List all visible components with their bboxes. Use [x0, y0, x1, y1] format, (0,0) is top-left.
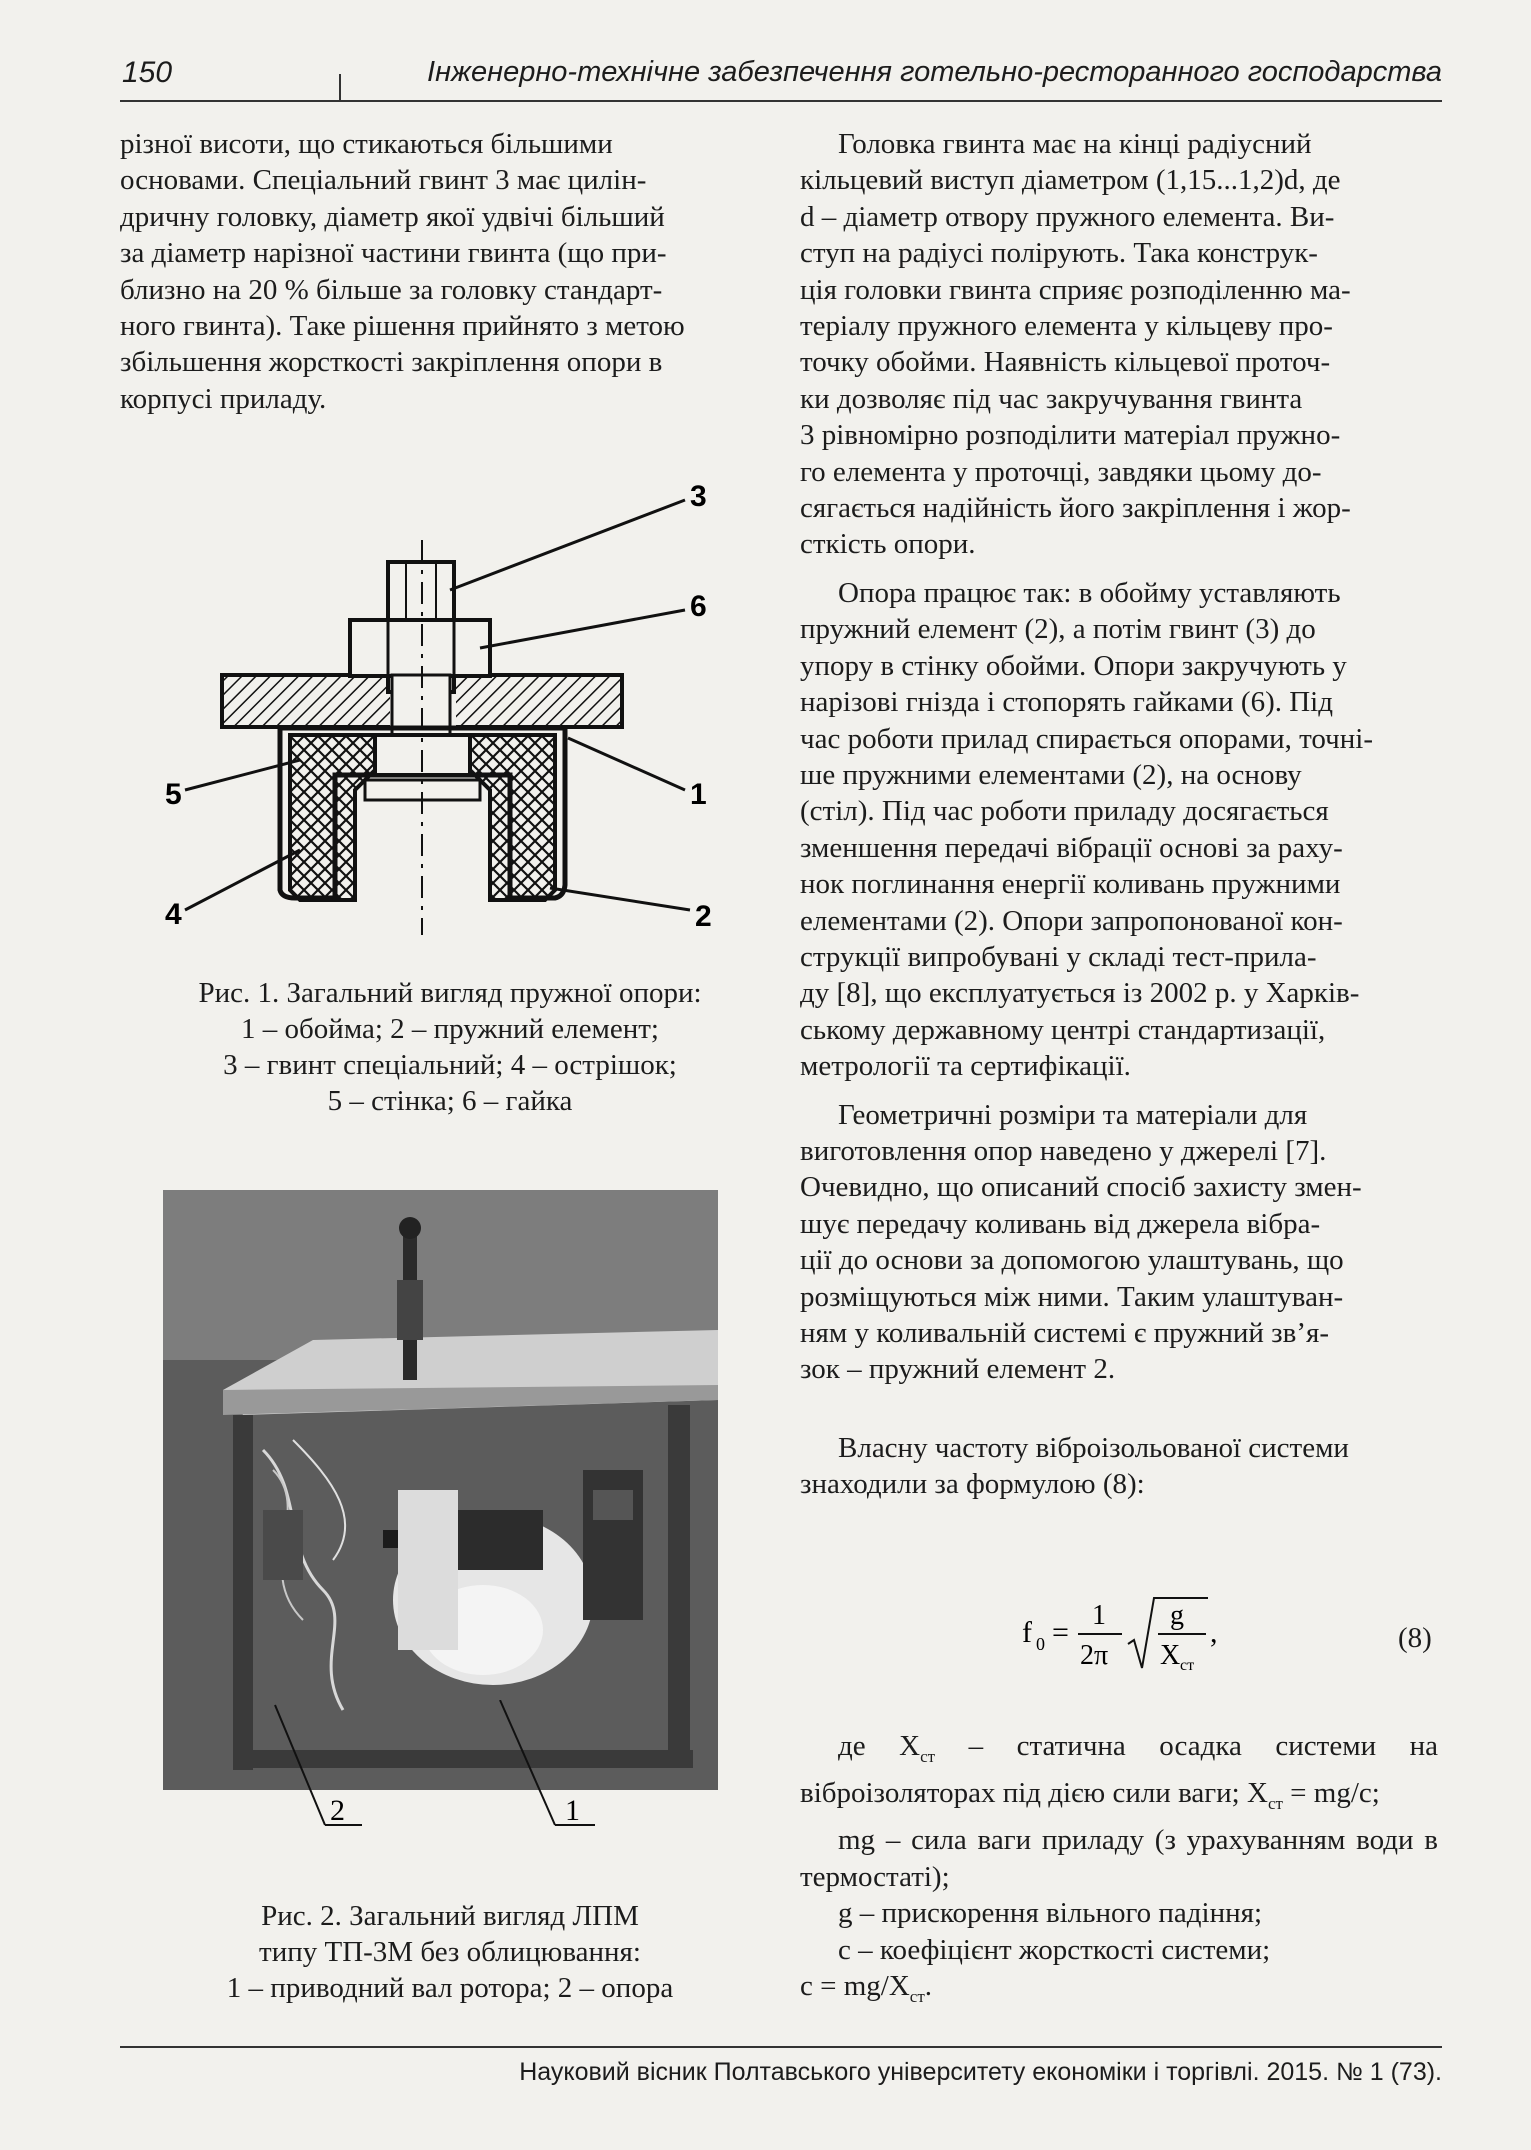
left-paragraph: [120, 126, 760, 417]
formula-comma: ,: [1210, 1616, 1218, 1649]
nut: [350, 620, 490, 676]
paragraph-frequency-intro: Власну частоту віброізольованої системи знаходили за формулою (8):: [800, 1431, 1349, 1501]
formula-f: f: [1022, 1616, 1032, 1649]
text-line: основами. Спеціальний гвинт 3 має цилін-: [120, 164, 647, 197]
text-line: корпусі приладу.: [120, 382, 327, 415]
equation-number: (8): [1398, 1622, 1432, 1654]
def-xst: де $X_{ст}$ – статична осадка системи на віброізоляторах під дією сили ваги; $X_{ст} = mg/c$;: [800, 1730, 1438, 1813]
formula-root-num: g: [1170, 1600, 1184, 1631]
def-c: c – коефіцієнт жорсткості системи;: [838, 1933, 1271, 1966]
page-number: 150: [122, 56, 173, 89]
footer-rule: [120, 2046, 1442, 2048]
paragraph-head-screw: Головка гвинта має на кінці радіусний кільцевий виступ діаметром (1,15...1,2)d, де d – діаметр отвору пружного елемента. Ви- ступ на радіусі полірують. Така конструк- ція головки гвинта сприяє розподіленню ма- теріалу пружного елемента у кільцеву про- точку обойми. Наявність кільцевої проточ- ки дозволяє під час закручування гвинта 3 рівномірно розподілити матеріал пружно- го елемента у проточці, завдяки цьому до- сягається надійність його закріплення і жор- сткість опори.: [800, 128, 1351, 561]
formula-8: [1020, 1590, 1250, 1674]
formula-definitions: [800, 1728, 1438, 2015]
formula-f-sub: 0: [1036, 1634, 1045, 1654]
photo-label-1: 1: [565, 1794, 580, 1827]
formula-frac-num: 1: [1092, 1600, 1106, 1631]
label-5: 5: [165, 778, 182, 811]
figure-2-caption: Рис. 2. Загальний вигляд ЛПМ типу ТП-3М без облицювання: 1 – приводний вал ротора; 2 – опора: [226, 1900, 674, 2004]
paragraph-operation: Опора працює так: в обойму уставляють пружний елемент (2), а потім гвинт (3) до упору в стінку обойми. Опори закручують у нарізові гнізда і стопорять гайками (6). Під час роботи прилад спирається опорами, точні- ше пружними елементами (2), на основу (стіл). Під час роботи приладу досягається зменшення передачі вібрації основі за раху- нок поглинання енергії коливань пружними елементами (2). Опори запропонованої кон- струкції випробувані у складі тест-прила- ду [8], що експлуатується із 2002 р. у Харків- ському державному центрі стандартизації, метрології та сертифікації.: [800, 576, 1373, 1083]
header-divider-tick: [339, 74, 341, 102]
text-line: за діаметр нарізної частини гвинта (що при-: [120, 237, 667, 270]
def-mg: mg – сила ваги приладу (з урахуванням води в термостаті);: [800, 1824, 1438, 1893]
paragraph-geometry: Геометричні розміри та матеріали для виготовлення опор наведено у джерелі [7]. Очевидно, що описаний спосіб захисту змен- шує передачу коливань від джерела вібра- ції до основи за допомогою улаштувань, що розміщуються між ними. Таким улаштуван- ням у коливальній системі є пружний зв’я- зок – пружний елемент 2.: [800, 1098, 1362, 1386]
def-g: g – прискорення вільного падіння;: [838, 1897, 1263, 1930]
label-3: 3: [690, 480, 707, 513]
text-line: близно на 20 % більше за головку стандарт-: [120, 273, 663, 306]
text-line: ного гвинта). Таке рішення прийнято з метою: [120, 310, 685, 343]
figure-1-drawing: [150, 470, 770, 950]
photo-label-2: 2: [330, 1794, 345, 1827]
formula-equals: =: [1052, 1616, 1069, 1649]
header-rule: [120, 100, 1442, 102]
label-1: 1: [690, 778, 707, 811]
right-column: [800, 126, 1438, 1503]
label-4: 4: [165, 898, 182, 931]
text-line: різної висоти, що стикаються більшими: [120, 128, 613, 160]
elastic-left: [290, 735, 375, 900]
formula-root-den: X: [1160, 1640, 1181, 1671]
running-title: Інженерно-технічне забезпечення готельно-ресторанного господарства: [427, 56, 1442, 88]
footer-citation: Науковий вісник Полтавського університету економіки і торгівлі. 2015. № 1 (73).: [519, 2058, 1442, 2086]
elastic-right: [470, 735, 555, 900]
text-line: збільшення жорсткості закріплення опори в: [120, 346, 663, 379]
label-2: 2: [695, 900, 712, 933]
label-6: 6: [690, 590, 707, 623]
formula-frac-den: 2π: [1080, 1640, 1109, 1671]
def-c-formula: $c = mg/X_{ст}$.: [800, 1970, 933, 2006]
text-line: дричну головку, діаметр якої удвічі більший: [120, 200, 665, 233]
formula-root-den-sub: ст: [1180, 1657, 1195, 1674]
figure-2-callouts: [270, 1700, 620, 1840]
figure-1-caption: Рис. 1. Загальний вигляд пружної опори: 1 – обойма; 2 – пружний елемент; 3 – гвинт спеціальний; 4 – острішок; 5 – стінка; 6 – гайка: [198, 977, 702, 1117]
